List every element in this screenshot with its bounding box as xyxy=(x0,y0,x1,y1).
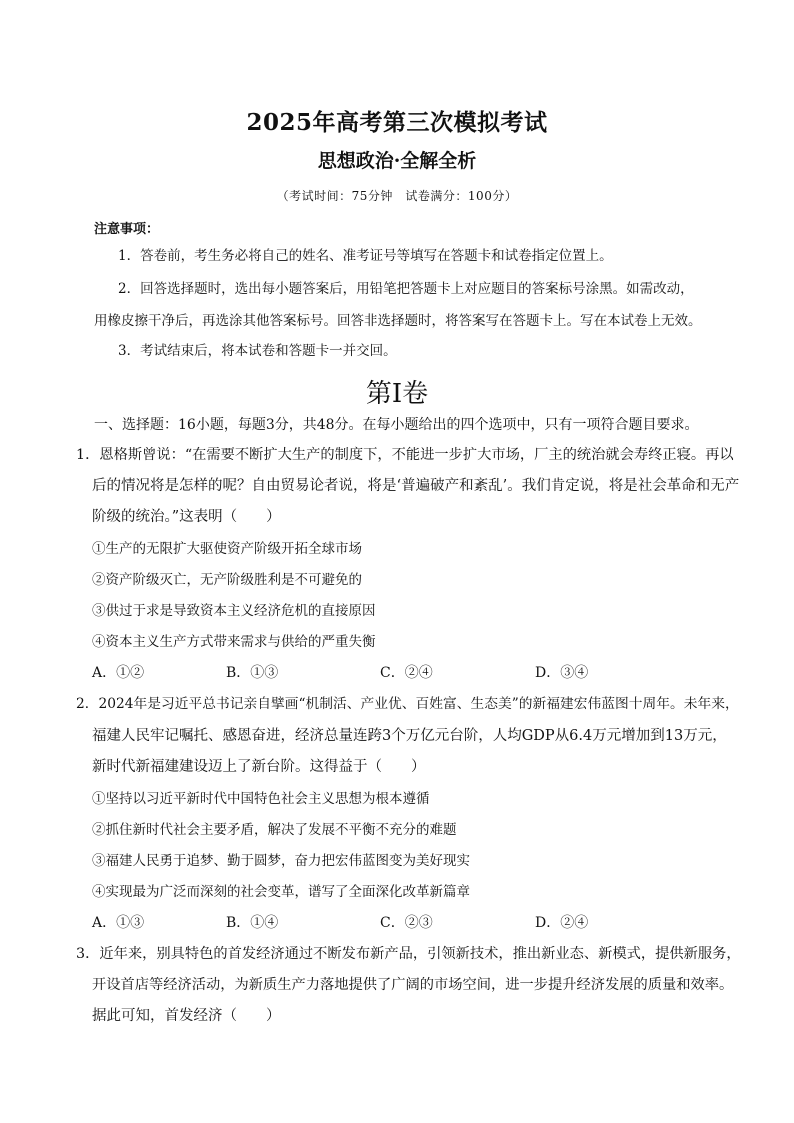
question-stem-line: 据此可知，首发经济（ ） xyxy=(92,1008,281,1024)
statement: ④实现最为广泛而深刻的社会变革，谱写了全面深化改革新篇章 xyxy=(92,884,470,900)
section-instruction: 一、选择题：16小题，每题3分，共48分。在每小题给出的四个选项中，只有一项符合题目要求。 xyxy=(94,417,699,433)
statement: ③福建人民勇于追梦、勤于圆梦，奋力把宏伟蓝图变为美好现实 xyxy=(92,853,470,869)
answer-choice-c: C．②③ xyxy=(380,915,433,931)
exam-title: 2025年高考第三次模拟考试 xyxy=(246,109,548,136)
notice-heading: 注意事项： xyxy=(94,222,160,237)
notice-line: 1．答卷前，考生务必将自己的姓名、准考证号等填写在答题卡和试卷指定位置上。 xyxy=(118,248,613,264)
exam-info: （考试时间：75分钟 试卷满分：100分） xyxy=(276,189,518,203)
statement: ①生产的无限扩大驱使资产阶级开拓全球市场 xyxy=(92,541,362,557)
answer-choice-d: D．②④ xyxy=(535,915,589,931)
statement: ④资本主义生产方式带来需求与供给的严重失衡 xyxy=(92,634,376,650)
question-stem-line: 3．近年来，别具特色的首发经济通过不断发布新产品，引领新技术，推出新业态、新模式，提供新服务， xyxy=(76,946,741,962)
answer-choice-d: D．③④ xyxy=(535,665,589,681)
exam-subtitle: 思想政治·全解全析 xyxy=(317,150,477,172)
answer-choice-b: B．①④ xyxy=(226,915,279,931)
question-stem-line: 后的情况将是怎样的呢？自由贸易论者说，将是‘普遍破产和紊乱’。我们肯定说，将是社会革命和无产 xyxy=(92,478,740,494)
volume-title: 第Ⅰ卷 xyxy=(365,379,429,409)
statement: ②资产阶级灭亡，无产阶级胜利是不可避免的 xyxy=(92,572,362,588)
statement: ③供过于求是导致资本主义经济危机的直接原因 xyxy=(92,603,376,619)
answer-choice-b: B．①③ xyxy=(226,665,279,681)
question-stem-line: 2．2024年是习近平总书记亲自擘画“机制活、产业优、百姓富、生态美”的新福建宏伟蓝图十周年。未年来， xyxy=(76,696,739,712)
question-stem-line: 新时代新福建建设迈上了新台阶。这得益于（ ） xyxy=(92,759,426,775)
statement: ①坚持以习近平新时代中国特色社会主义思想为根本遵循 xyxy=(92,791,430,807)
question-stem-line: 阶级的统治。”这表明（ ） xyxy=(92,509,281,525)
question-stem-line: 开设首店等经济活动，为新质生产力落地提供了广阔的市场空间，进一步提升经济发展的质量和效率。 xyxy=(92,977,734,993)
question-stem-line: 福建人民牢记嘱托、感恩奋进，经济总量连跨3个万亿元台阶，人均GDP从6.4万元增加到13万元， xyxy=(92,728,727,744)
answer-choice-a: A．①② xyxy=(92,665,145,681)
statement: ②抓住新时代社会主要矛盾，解决了发展不平衡不充分的难题 xyxy=(92,822,457,838)
answer-choice-c: C．②④ xyxy=(380,665,433,681)
question-stem-line: 1．恩格斯曾说：“在需要不断扩大生产的制度下，不能进一步扩大市场，厂主的统治就会寿终正寝。再以 xyxy=(76,447,734,463)
answer-choice-a: A．①③ xyxy=(92,915,145,931)
notice-line: 用橡皮擦干净后，再选涂其他答案标号。回答非选择题时，将答案写在答题卡上。写在本试卷上无效。 xyxy=(94,313,702,329)
notice-line: 3．考试结束后，将本试卷和答题卡一并交回。 xyxy=(118,343,397,359)
notice-line: 2．回答选择题时，选出每小题答案后，用铅笔把答题卡上对应题目的答案标号涂黑。如需改动， xyxy=(118,281,694,297)
